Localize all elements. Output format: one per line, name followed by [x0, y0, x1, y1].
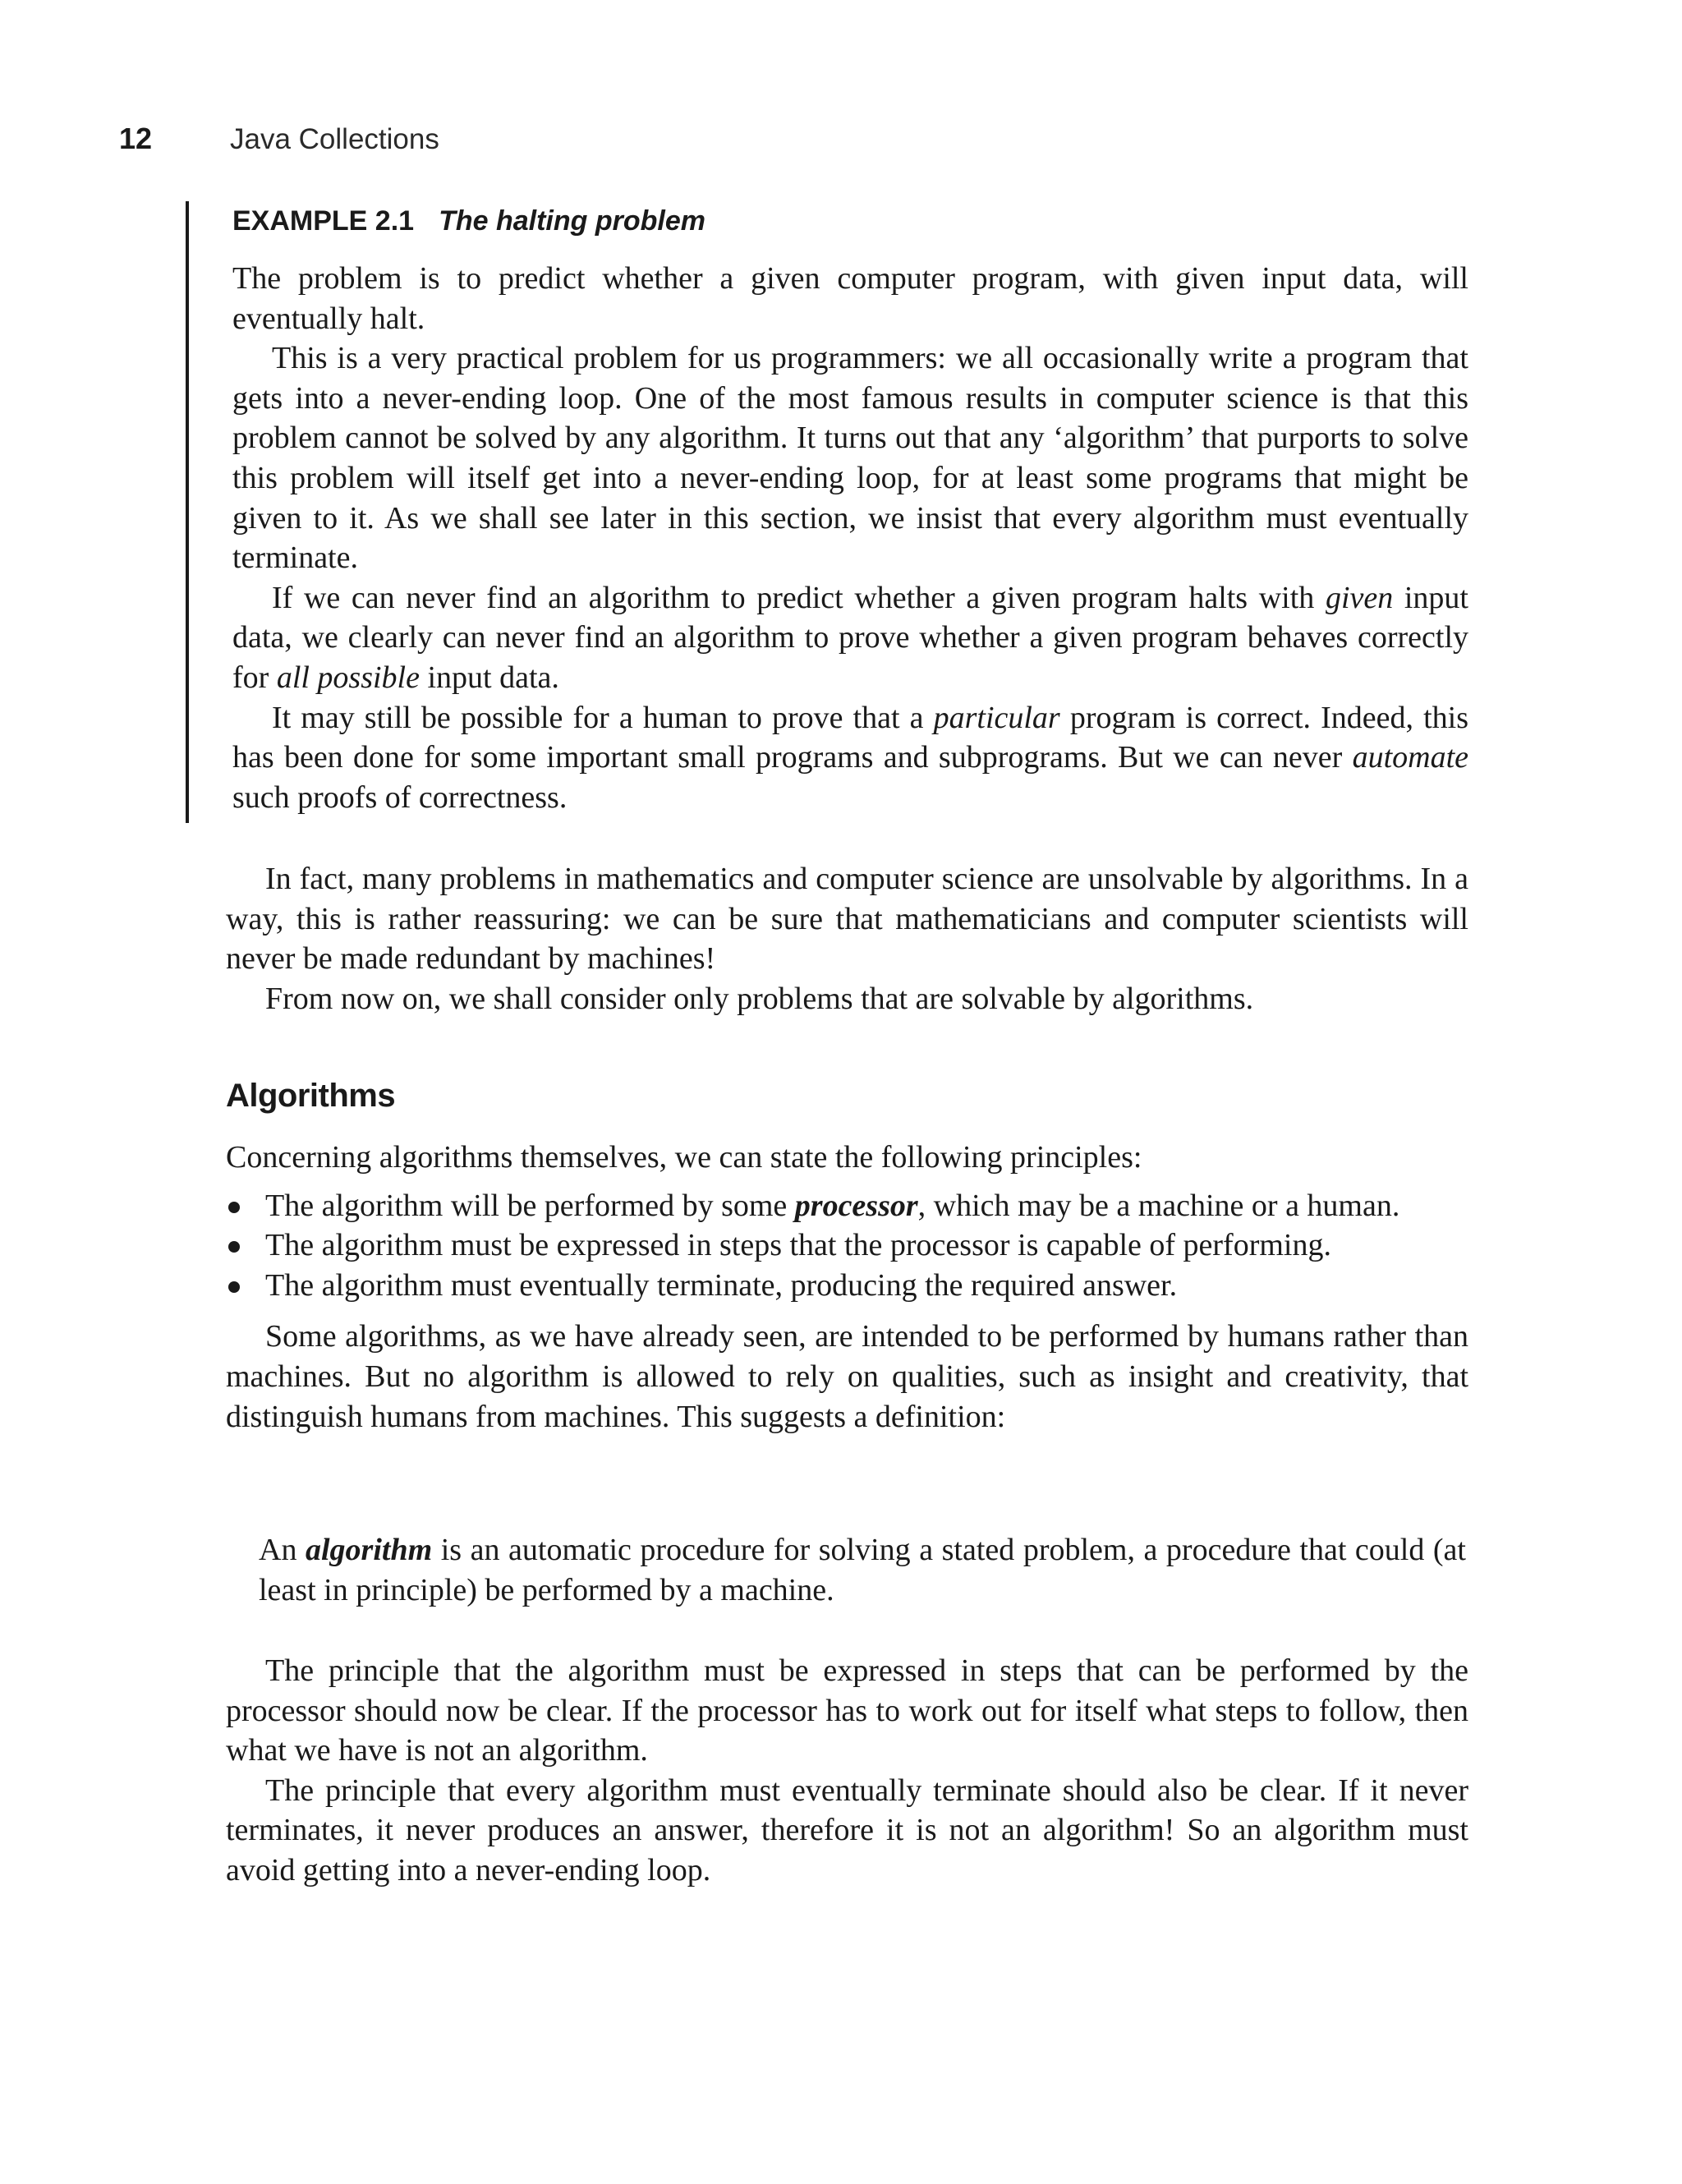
example-paragraph-3: If we can never find an algorithm to predict whether a given program halts with given input data, we clearly can never find an algorithm to prove whether a given program behaves correctly for all possible input data. [232, 580, 1468, 695]
example-margin-rule [186, 201, 189, 823]
list-item: The algorithm must be expressed in steps that the processor is capable of performing. [226, 1225, 1468, 1266]
example-paragraph-2: This is a very practical problem for us programmers: we all occasionally write a program that gets into a never-ending loop. One of the most famous results in computer science is that this problem cannot be solved by any algorithm. It turns out that any ‘algorithm’ that purports to solve this problem will itself get into a never-ending loop, for at least some programs that might be given to it. As we shall see later in this section, we insist that every algorithm must eventually terminate. [232, 341, 1468, 576]
running-head: Java Collections [230, 123, 439, 155]
list-item: The algorithm must eventually terminate, producing the required answer. [226, 1266, 1468, 1306]
bullet-icon [228, 1202, 240, 1213]
bullet-icon [228, 1281, 240, 1293]
definition-term: algorithm [306, 1533, 433, 1567]
principles-list [226, 1186, 1468, 1306]
after-bullets-paragraph: Some algorithms, as we have already seen, are intended to be performed by humans rather than machines. But no algorithm is allowed to rely on qualities, such as insight and creativity, that distinguish humans from machines. This suggests a definition: [226, 1319, 1468, 1434]
page-number: 12 [119, 122, 153, 155]
closing-section [226, 1651, 1468, 1891]
definition-text: An algorithm is an automatic procedure for solving a stated problem, a procedure that could (at least in principle) be performed by a machine. [259, 1533, 1466, 1607]
emphasis-particular: particular [933, 700, 1060, 735]
closing-paragraph-1: The principle that the algorithm must be expressed in steps that can be performed by the processor should now be clear. If the processor has to work out for itself what steps to follow, then what we have is not an algorithm. [226, 1653, 1468, 1768]
principles-section [226, 1138, 1468, 1437]
emphasis-processor: processor [794, 1188, 918, 1223]
principles-lead: Concerning algorithms themselves, we can state the following principles: [226, 1140, 1142, 1175]
emphasis-given: given [1325, 580, 1394, 615]
example-box [232, 205, 1468, 817]
closing-paragraph-2: The principle that every algorithm must eventually terminate should also be clear. If it never terminates, it never produces an answer, therefore it is not an algorithm! So an algorithm must avoid getting into a never-ending loop. [226, 1772, 1468, 1887]
emphasis-automate: automate [1352, 740, 1468, 775]
example-paragraph-1: The problem is to predict whether a given computer program, with given input data, will eventually halt. [232, 261, 1468, 336]
example-label: EXAMPLE 2.1 [232, 205, 415, 237]
section-heading-algorithms: Algorithms [226, 1078, 396, 1114]
example-title: The halting problem [439, 205, 705, 237]
intro-paragraph-2: From now on, we shall consider only problems that are solvable by algorithms. [265, 981, 1254, 1016]
example-heading [232, 205, 1468, 237]
list-item: The algorithm will be performed by some processor, which may be a machine or a human. [226, 1186, 1468, 1226]
example-paragraph-4: It may still be possible for a human to prove that a particular program is correct. Indeed, this has been done for some important small programs and subprograms. But we can never automate such proofs of correctness. [232, 700, 1468, 815]
bullet-icon [228, 1241, 240, 1253]
definition-block [259, 1530, 1466, 1610]
intro-section [226, 859, 1468, 1018]
emphasis-all-possible: all possible [276, 660, 420, 695]
intro-paragraph-1: In fact, many problems in mathematics and computer science are unsolvable by algorithms. In a way, this is rather reassuring: we can be sure that mathematicians and computer scientists will never be made redundant by machines! [226, 862, 1468, 977]
